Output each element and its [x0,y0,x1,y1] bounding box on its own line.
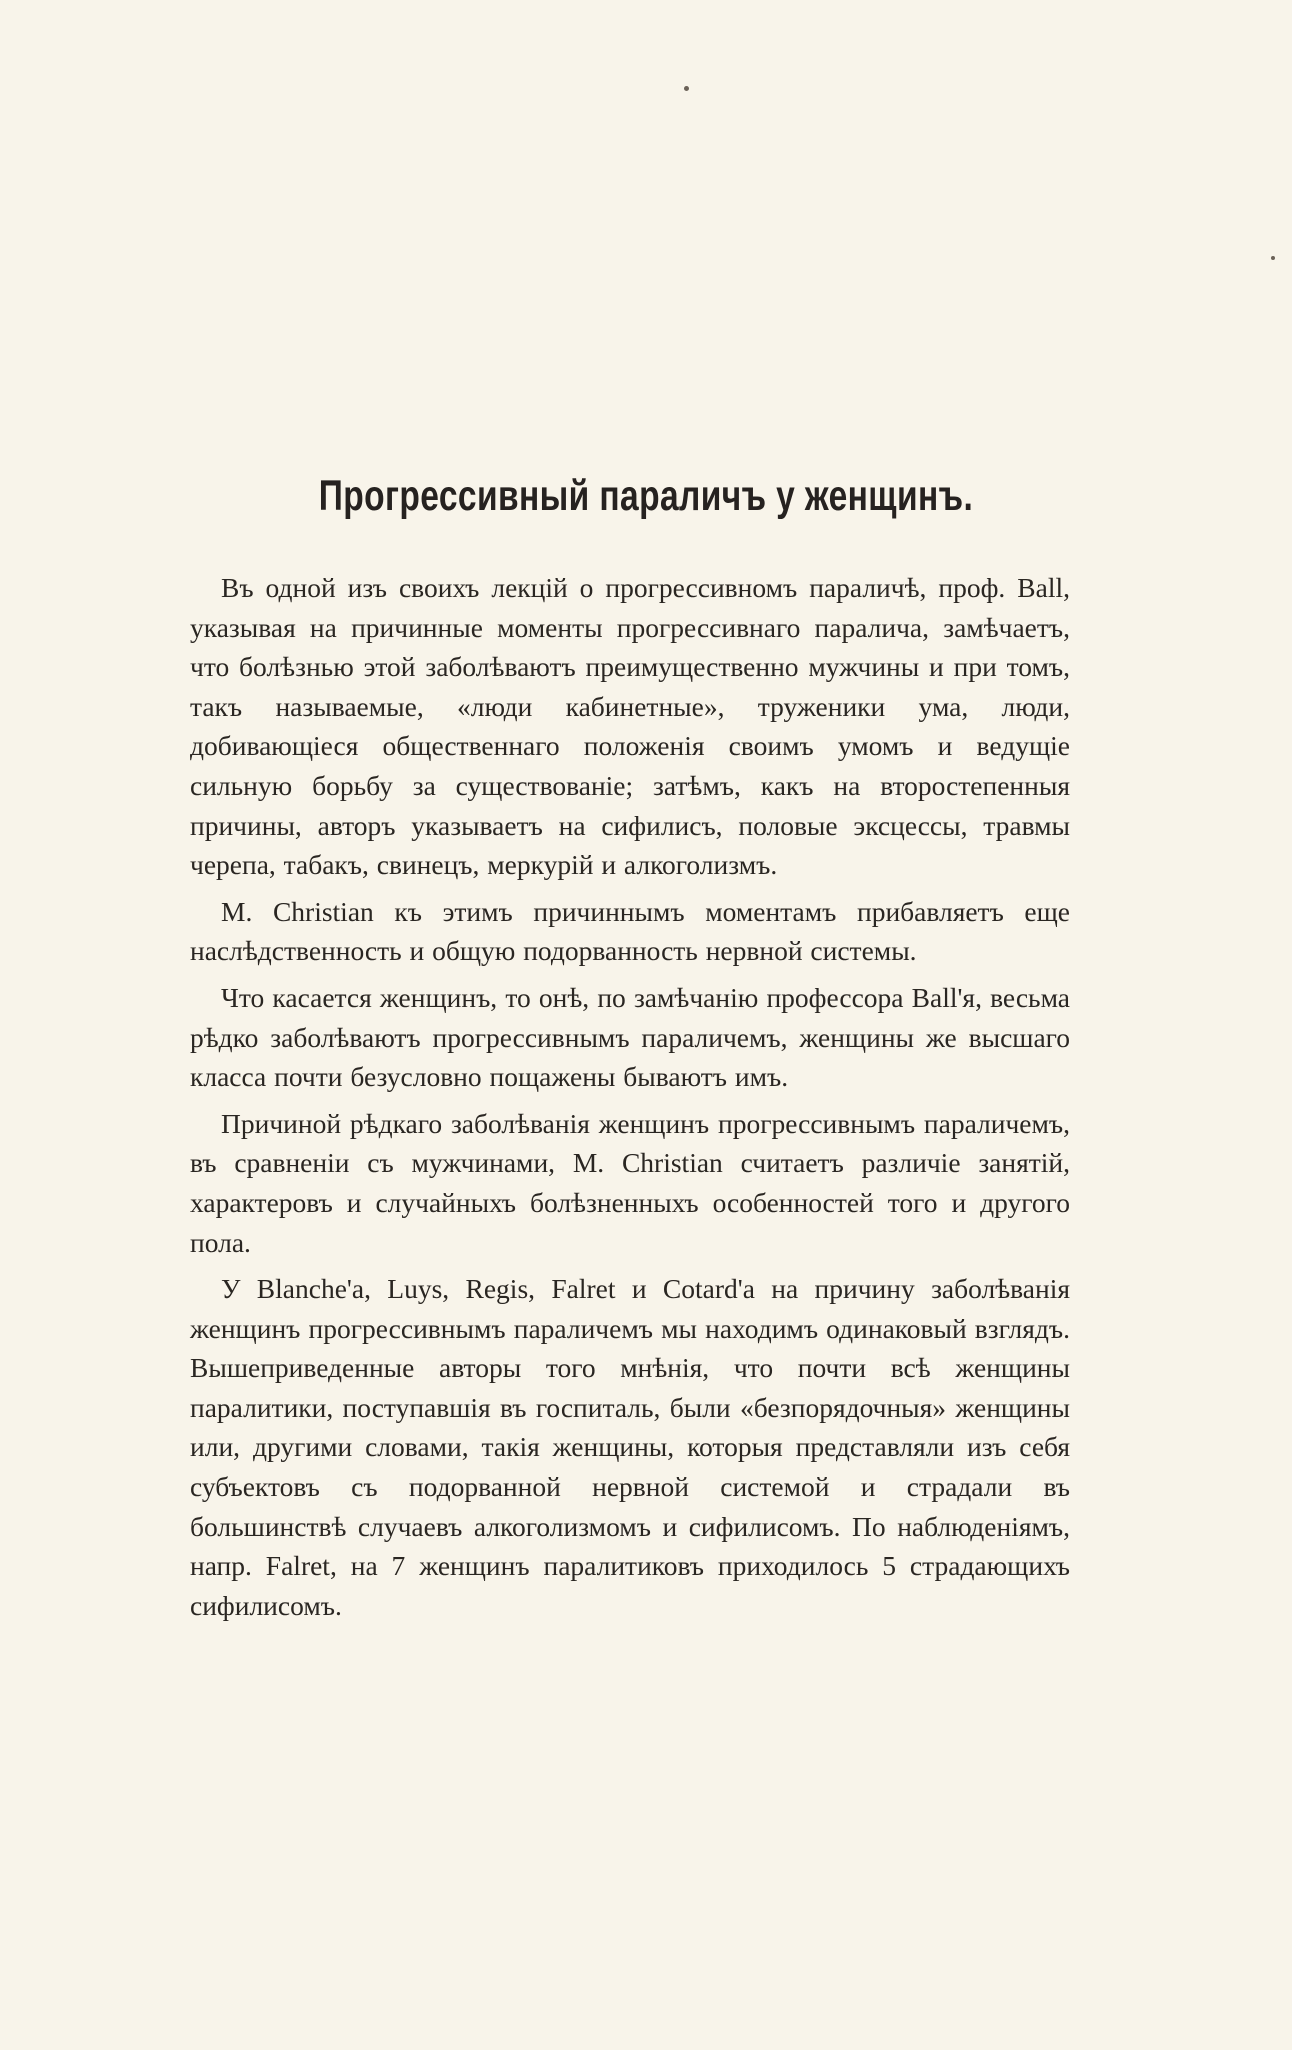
ink-speck [1271,256,1275,260]
paragraph-4: Причиной рѣдкаго заболѣванія женщинъ прогрессивнымъ параличемъ, въ сравненіи съ мужчинами, M. Christian считаетъ различіе занятій, характеровъ и случайныхъ болѣзненныхъ особенностей того и другого пола. [190,1107,1070,1258]
paragraph-5: У Blanche'a, Luys, Regis, Falret и Cotard'a на причину заболѣванія женщинъ прогрессивнымъ параличемъ мы находимъ одинаковый взглядъ. Вышеприведенные авторы того мнѣнія, что почти всѣ женщины паралитики, поступавшія въ госпиталь, были «безпорядочныя» женщины или, другими словами, такія женщины, которыя представляли изъ себя субъектовъ съ подорванной нервной системой и страдали въ большинствѣ случаевъ алкоголизмомъ и сифилисомъ. По наблюденіямъ, напр. Falret, на 7 женщинъ паралитиковъ приходилось 5 страдающихъ сифилисомъ. [190,1273,1070,1621]
chapter-title: Прогрессивный параличъ у женщинъ. [318,472,974,520]
paragraph-2: M. Christian къ этимъ причиннымъ моментамъ прибавляетъ еще наслѣдственность и общую подорванность нервной системы. [190,895,1070,967]
ink-speck [684,86,689,91]
paragraph-3: Что касается женщинъ, то онѣ, по замѣчанію профессора Ball'я, весьма рѣдко заболѣваютъ прогрессивнымъ параличемъ, женщины же высшаго класса почти безусловно пощажены бываютъ имъ. [190,981,1070,1093]
body-text [190,568,1070,1632]
paragraph-1: Въ одной изъ своихъ лекцій о прогрессивномъ параличѣ, проф. Ball, указывая на причинные моменты прогрессивнаго паралича, замѣчаетъ, что болѣзнью этой заболѣваютъ преимущественно мужчины и при томъ, такъ называемые, «люди кабинетные», труженики ума, люди, добивающіеся общественнаго положенія своимъ умомъ и ведущіе сильную борьбу за существованіе; затѣмъ, какъ на второстепенныя причины, авторъ указываетъ на сифилисъ, половые эксцессы, травмы черепа, табакъ, свинецъ, меркурій и алкоголизмъ. [190,572,1070,881]
